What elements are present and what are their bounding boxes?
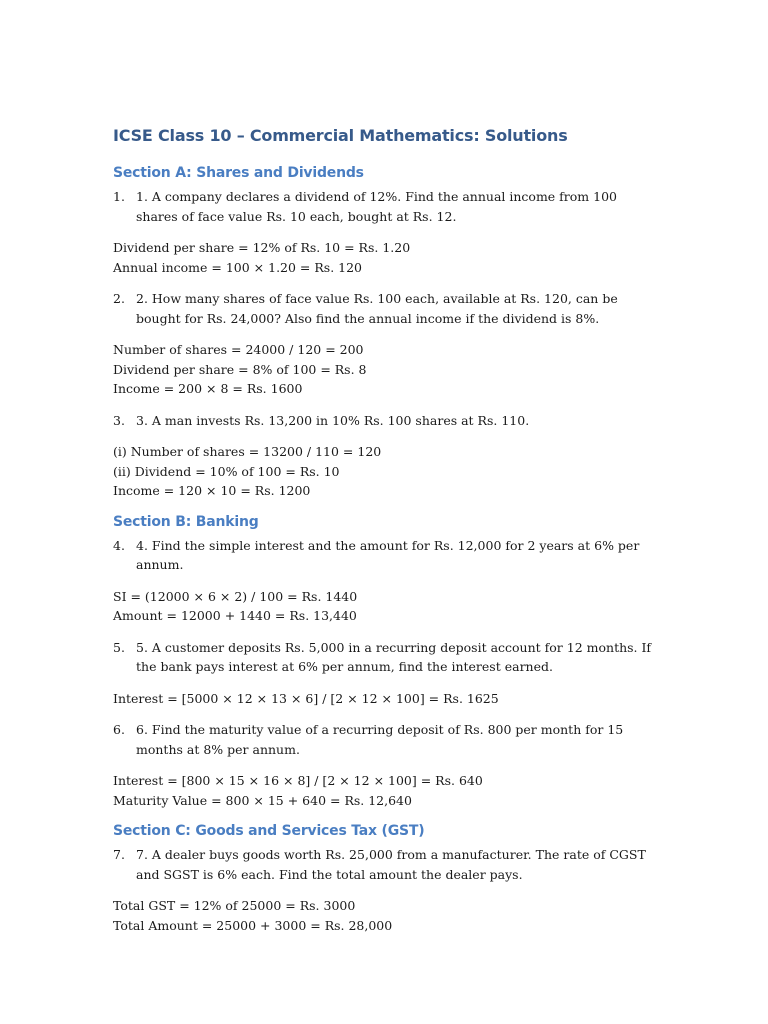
question — [113, 845, 658, 884]
solution-line: Income = 120 × 10 = Rs. 1200 — [113, 483, 311, 498]
solution-line: (i) Number of shares = 13200 / 110 = 120 — [113, 444, 382, 459]
question-number: 3. — [113, 412, 125, 428]
question-number: 6. — [113, 722, 125, 737]
question-text: 6. Find the maturity value of a recurring deposit of Rs. 800 per month for 15 months at 8% per annum. — [136, 722, 624, 757]
solution-line: Total Amount = 25000 + 3000 = Rs. 28,000 — [113, 917, 393, 933]
solution-line: Dividend per share = 12% of Rs. 10 = Rs. 1.20 — [113, 240, 411, 255]
question-text: 7. A dealer buys goods worth Rs. 25,000 from a manufacturer. The rate of CGST and SGST is 6% each. Find the total amount the dealer pays. — [136, 847, 646, 882]
section-heading: Section A: Shares and Dividends — [113, 165, 364, 181]
question-item — [113, 720, 658, 810]
solution — [113, 238, 658, 277]
solution-line: Dividend per share = 8% of 100 = Rs. 8 — [113, 361, 367, 377]
solution — [113, 587, 658, 626]
question-item — [113, 845, 658, 935]
solution-line: Number of shares = 24000 / 120 = 200 — [113, 342, 364, 357]
question-item — [113, 536, 658, 626]
section — [113, 512, 658, 811]
question-text: 3. A man invests Rs. 13,200 in 10% Rs. 100 shares at Rs. 110. — [136, 412, 530, 428]
question-text: 1. A company declares a dividend of 12%. Find the annual income from 100 shares of face value Rs. 10 each, bought at Rs. 12. — [136, 189, 617, 224]
solution-line: Amount = 12000 + 1440 = Rs. 13,440 — [113, 608, 357, 623]
section — [113, 163, 658, 501]
document-body — [113, 124, 658, 935]
question — [113, 289, 658, 328]
solution-line: Total GST = 12% of 25000 = Rs. 3000 — [113, 898, 356, 913]
page-title: ICSE Class 10 – Commercial Mathematics: Solutions — [113, 126, 568, 145]
solution-line: Interest = [5000 × 12 × 13 × 6] / [2 × 12 × 100] = Rs. 1625 — [113, 690, 499, 706]
sections-container — [113, 163, 658, 935]
question-number: 7. — [113, 847, 125, 862]
question — [113, 720, 658, 759]
question — [113, 536, 658, 575]
question — [113, 411, 658, 431]
question-number: 2. — [113, 291, 125, 306]
question — [113, 187, 658, 226]
question-number: 1. — [113, 189, 125, 204]
solution-line: SI = (12000 × 6 × 2) / 100 = Rs. 1440 — [113, 588, 358, 604]
section — [113, 821, 658, 935]
question-text: 5. A customer deposits Rs. 5,000 in a recurring deposit account for 12 months. If the bank pays interest at 6% per annum, find the interest earned. — [136, 639, 652, 674]
question-text: 4. Find the simple interest and the amount for Rs. 12,000 for 2 years at 6% per annum. — [136, 537, 640, 572]
section-heading: Section C: Goods and Services Tax (GST) — [113, 823, 425, 839]
question-item — [113, 638, 658, 709]
question-number: 4. — [113, 537, 125, 553]
solution — [113, 771, 658, 810]
solution-line: Interest = [800 × 15 × 16 × 8] / [2 × 12 × 100] = Rs. 640 — [113, 773, 483, 788]
solution — [113, 442, 658, 501]
question-item — [113, 187, 658, 277]
question-number: 5. — [113, 639, 125, 655]
solution-line: Annual income = 100 × 1.20 = Rs. 120 — [113, 259, 363, 275]
question-item — [113, 289, 658, 399]
solution-line: (ii) Dividend = 10% of 100 = Rs. 10 — [113, 463, 340, 479]
question — [113, 638, 658, 677]
solution — [113, 896, 658, 935]
solution-line: Maturity Value = 800 × 15 + 640 = Rs. 12,640 — [113, 792, 412, 808]
question-item — [113, 411, 658, 501]
solution-line: Income = 200 × 8 = Rs. 1600 — [113, 381, 303, 396]
section-heading: Section B: Banking — [113, 513, 259, 530]
question-text: 2. How many shares of face value Rs. 100 each, available at Rs. 120, can be bought for Rs. 24,000? Also find the annual income if the dividend is 8%. — [136, 291, 618, 326]
solution — [113, 689, 658, 709]
solution — [113, 340, 658, 399]
